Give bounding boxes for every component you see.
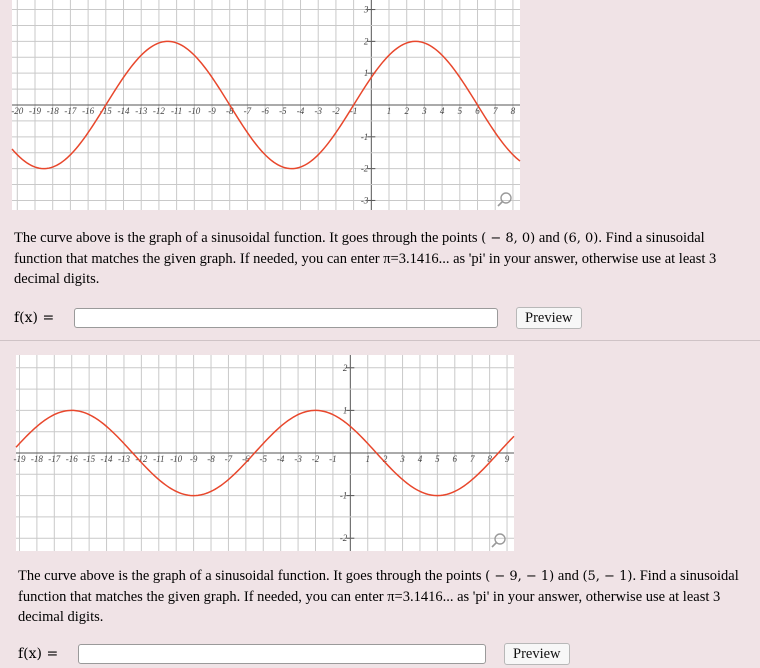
preview-button-1[interactable]: Preview	[516, 307, 582, 329]
x-tick-label: -7	[243, 106, 252, 116]
graph-1-svg	[12, 0, 520, 210]
y-tick-label: -2	[339, 533, 348, 544]
x-tick-label: -13	[117, 454, 130, 464]
x-tick-label: -16	[65, 454, 78, 464]
prompt-text: . Find a sinusoidal function that matches the given graph. If needed, you can enter	[14, 230, 705, 267]
y-tick-label: 1	[363, 68, 369, 79]
x-tick-label: -3	[314, 106, 322, 116]
prompt-text: The curve above is the graph of a sinusoidal function. It goes through the points	[18, 568, 486, 584]
y-tick-label: 2	[363, 36, 369, 47]
x-tick-label: -14	[100, 454, 113, 464]
x-tick-label: -16	[82, 106, 95, 116]
answer-input-2[interactable]	[78, 644, 486, 664]
y-tick-label: 1	[342, 405, 348, 416]
prompt-text: The curve above is the graph of a sinusoidal function. It goes through the points	[14, 230, 482, 246]
x-tick-label: -10	[170, 454, 183, 464]
answer-row-1	[14, 307, 582, 329]
x-tick-label: -10	[188, 106, 201, 116]
x-tick-label: -13	[135, 106, 148, 116]
y-tick-label: -3	[360, 195, 369, 206]
x-tick-label: -20	[11, 106, 24, 116]
x-tick-label: -8	[207, 454, 215, 464]
magnifier-icon[interactable]	[498, 193, 511, 206]
answer-input-1[interactable]	[74, 308, 498, 328]
y-tick-label: -2	[360, 163, 369, 174]
y-tick-label: 3	[363, 4, 369, 15]
x-tick-label: -7	[224, 454, 233, 464]
x-tick-label: 7	[492, 106, 498, 116]
x-tick-label: -15	[83, 454, 96, 464]
x-tick-label: -4	[276, 454, 285, 464]
x-tick-label: 4	[439, 106, 445, 116]
x-tick-label: -1	[329, 454, 337, 464]
prompt-text: as 'pi' in your answer, otherwise use at least 3 decimal digits.	[18, 589, 721, 625]
x-tick-label: 7	[469, 454, 475, 464]
x-tick-label: -12	[152, 106, 165, 116]
x-tick-label: -9	[208, 106, 216, 116]
x-tick-label: 8	[487, 454, 492, 464]
x-tick-label: 2	[404, 106, 409, 116]
x-tick-label: -15	[99, 106, 112, 116]
x-tick-label: -8	[225, 106, 234, 116]
x-tick-label: 8	[510, 106, 516, 116]
y-tick-label: -1	[339, 490, 348, 501]
x-tick-label: 5	[435, 454, 440, 464]
fx-label: f(x) =	[14, 310, 55, 326]
x-tick-label: -11	[170, 106, 183, 116]
graph-1[interactable]	[12, 0, 520, 210]
x-tick-label: 6	[475, 106, 480, 116]
x-tick-label: -12	[135, 454, 148, 464]
x-tick-label: -1	[349, 106, 358, 116]
x-tick-label: 9	[504, 454, 510, 464]
x-tick-label: -17	[64, 106, 77, 116]
x-tick-label: -9	[189, 454, 198, 464]
problem-2-prompt	[18, 566, 748, 627]
x-tick-label: -3	[294, 454, 302, 464]
problem-1-prompt	[14, 228, 744, 289]
x-tick-label: -6	[261, 106, 269, 116]
x-tick-label: 1	[386, 106, 392, 116]
x-tick-label: -4	[296, 106, 305, 116]
x-tick-label: -5	[279, 106, 287, 116]
prompt-text: and	[535, 230, 564, 246]
x-tick-label: 1	[365, 454, 370, 464]
point-2: (5, − 1)	[582, 569, 633, 584]
answer-row-2	[18, 643, 570, 665]
x-tick-label: -6	[242, 454, 250, 464]
x-tick-label: 5	[457, 106, 463, 116]
y-tick-label: -1	[360, 131, 369, 142]
preview-button-2[interactable]: Preview	[504, 643, 570, 665]
x-tick-label: -11	[153, 454, 165, 464]
x-tick-label: 4	[417, 454, 423, 464]
y-tick-label: 2	[342, 362, 348, 373]
x-tick-label: -19	[13, 454, 26, 464]
x-tick-label: 6	[452, 454, 458, 464]
point-1: ( − 8, 0)	[481, 231, 536, 246]
x-tick-label: -19	[29, 106, 42, 116]
problem-2	[0, 341, 760, 668]
point-1: ( − 9, − 1)	[485, 569, 555, 584]
x-tick-label: -2	[332, 106, 340, 116]
pi-value: π=3.1416...	[383, 251, 450, 267]
graph-2[interactable]	[13, 355, 514, 551]
point-2: (6, 0)	[563, 231, 599, 246]
x-tick-label: 2	[382, 454, 388, 464]
magnifier-icon[interactable]	[492, 534, 505, 547]
prompt-text: . Find a sinusoidal function that matches the given graph. If needed, you can enter	[18, 568, 739, 605]
fx-label: f(x) =	[18, 646, 59, 662]
graph-2-svg	[13, 355, 514, 551]
x-tick-label: -18	[30, 454, 43, 464]
x-tick-label: -5	[259, 454, 268, 464]
x-tick-label: -14	[117, 106, 130, 116]
prompt-text: and	[554, 568, 583, 584]
x-tick-label: -2	[311, 454, 320, 464]
x-tick-label: 3	[400, 454, 405, 464]
x-tick-label: -18	[46, 106, 59, 116]
prompt-text: as 'pi' in your answer, otherwise use at least 3 decimal digits.	[14, 251, 717, 287]
x-tick-label: -17	[48, 454, 61, 464]
x-tick-label: 3	[422, 106, 427, 116]
pi-value: π=3.1416...	[387, 589, 454, 605]
